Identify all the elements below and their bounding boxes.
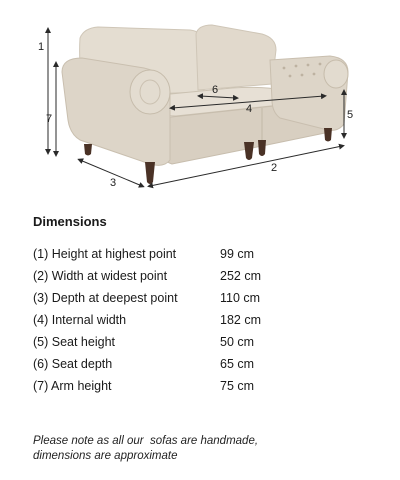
note-line-1: Please note as all our sofas are handmade, [33, 435, 259, 447]
dimension-row [33, 243, 293, 265]
dimension-label: (6) Seat depth [33, 357, 113, 371]
marker-6: 6 [212, 84, 219, 96]
dimension-label: (4) Internal width [33, 313, 127, 327]
dimension-label: (5) Seat height [33, 335, 115, 349]
dimensions-table [33, 243, 293, 397]
sofa-dimension-diagram [0, 0, 400, 200]
dimension-row [33, 375, 293, 397]
marker-7: 7 [46, 113, 53, 125]
dimension-label: (3) Depth at deepest point [33, 291, 178, 305]
dimension-value: 110 cm [220, 291, 261, 305]
dimension-label: (1) Height at highest point [33, 247, 177, 261]
dimension-value: 99 cm [220, 247, 255, 261]
marker-1: 1 [38, 41, 45, 53]
dimension-row [33, 353, 293, 375]
dimension-value: 252 cm [220, 269, 261, 283]
dimension-value: 50 cm [220, 335, 255, 349]
marker-3: 3 [110, 177, 117, 189]
dimension-row [33, 287, 293, 309]
dimension-row [33, 265, 293, 287]
note-line-2: dimensions are approximate [33, 450, 178, 462]
dimension-value: 75 cm [220, 379, 255, 393]
dimension-row [33, 309, 293, 331]
dimensions-title: Dimensions [33, 214, 107, 229]
sofa-illustration [62, 25, 348, 184]
dimension-row [33, 331, 293, 353]
marker-5: 5 [347, 109, 354, 121]
dimension-value: 182 cm [220, 313, 261, 327]
marker-4: 4 [246, 103, 253, 115]
dimension-value: 65 cm [220, 357, 255, 371]
dimension-label: (2) Width at widest point [33, 269, 168, 283]
marker-2: 2 [271, 162, 278, 174]
handmade-note [33, 434, 363, 464]
dimension-label: (7) Arm height [33, 379, 112, 393]
